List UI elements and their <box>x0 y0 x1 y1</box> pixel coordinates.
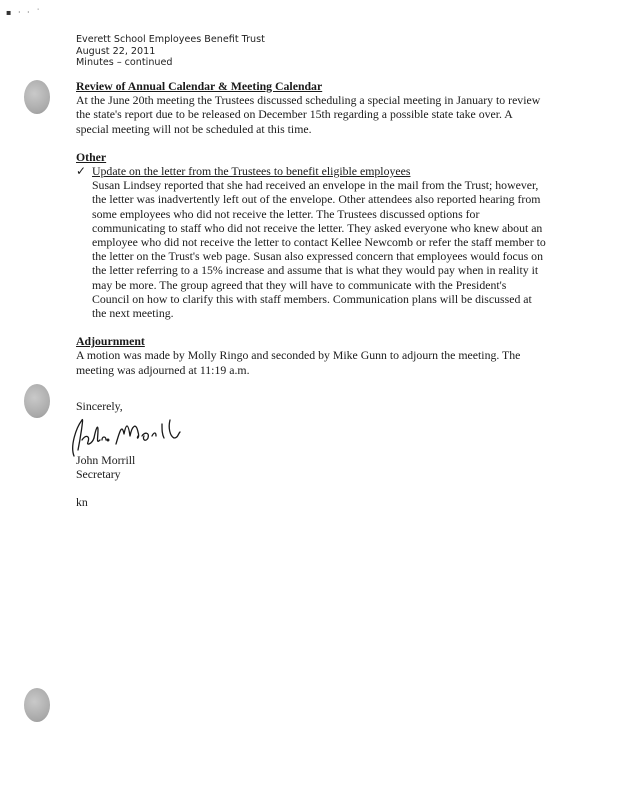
header-org: Everett School Employees Benefit Trust <box>76 34 265 45</box>
other-item-body: Susan Lindsey reported that she had received an envelope in the mail from the Trust; however, the letter was inadvertently left out of the envelope. Other attendees also reported hearing from some employees who did not receive the letter. The Trustees discussed options for communicating to staff who did not receive the letter. They asked everyone who knew about an employee who did not receive the letter to contact Kellee Newcomb or refer the staff member to the letter on the Trust's web page. Susan also expressed concern that employees would focus on the letter referring to a 15% increase and assume that is what they would pay when in reality it may be more. The group agreed that they will have to communicate with the President's Council on how to clarify this with staff members. Communication plans will be discussed at the next meeting. <box>92 178 546 321</box>
signer-block <box>76 453 135 481</box>
signer-title: Secretary <box>76 467 121 482</box>
section-title-other: Other <box>76 149 107 164</box>
signer-name: John Morrill <box>76 453 136 467</box>
checkmark-icon: ✓ <box>76 164 86 179</box>
section-title-adjournment: Adjournment <box>76 334 145 349</box>
punch-hole-bottom <box>24 688 50 722</box>
other-item <box>76 164 546 178</box>
typist-initials: kn <box>76 495 88 509</box>
section-body-adjournment: A motion was made by Molly Ringo and seconded by Mike Gunn to adjourn the meeting. The meeting was adjourned at 11:19 a.m. <box>76 348 521 377</box>
section-body-review: At the June 20th meeting the Trustees discussed scheduling a special meeting in January to review the state's report due to be released on December 15th regarding a possible state take over. A special meeting will not be scheduled at this time. <box>76 93 541 136</box>
header-doc: Minutes – continued <box>76 57 173 68</box>
closing-salutation: Sincerely, <box>76 399 123 413</box>
section-title-review: Review of Annual Calendar & Meeting Calendar <box>76 79 323 93</box>
other-item-title: Update on the letter from the Trustees to benefit eligible employees <box>92 164 411 179</box>
header-date: August 22, 2011 <box>76 45 156 57</box>
punch-hole-middle <box>24 384 50 418</box>
scan-marks: ▪ · · ˙ <box>6 8 43 17</box>
punch-hole-top <box>24 80 50 114</box>
document-header <box>76 34 265 69</box>
document-body <box>76 79 546 377</box>
